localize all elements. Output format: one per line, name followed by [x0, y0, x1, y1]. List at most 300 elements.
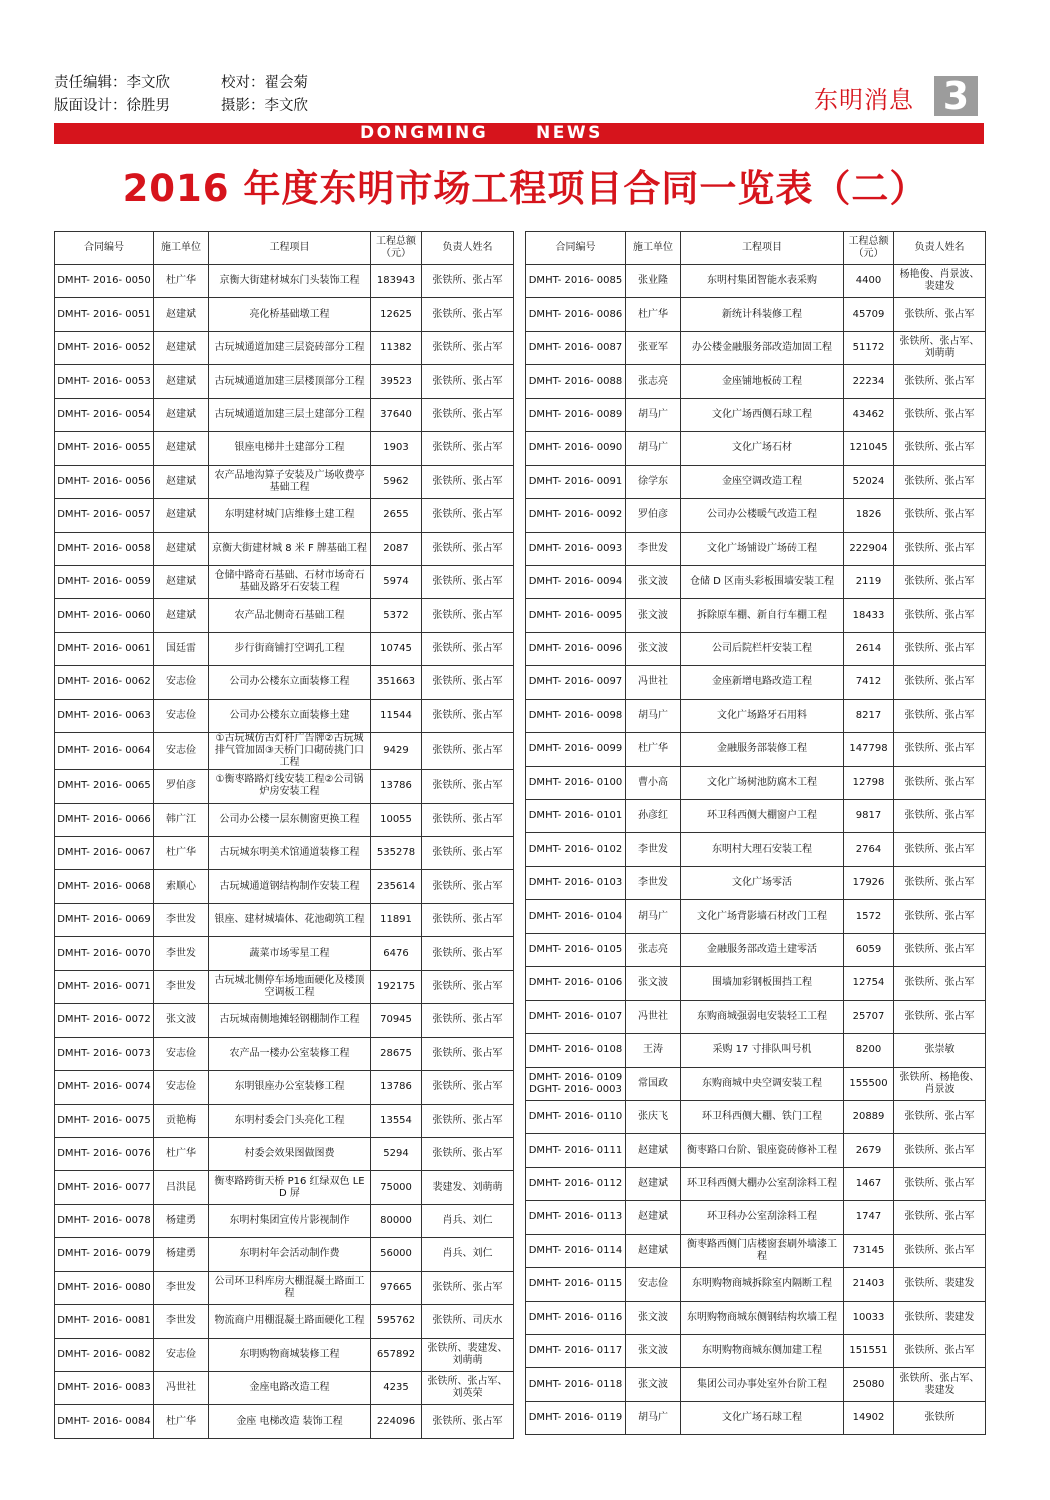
cell-person: 张铁所、张占军: [894, 565, 986, 598]
cell-contractor: 赵建斌: [154, 331, 209, 364]
cell-amount: 17926: [844, 866, 894, 899]
cell-person: 张铁所、张占军: [422, 331, 514, 364]
cell-contract-no: DMHT- 2016- 0092: [526, 499, 626, 532]
cell-contract-no: DMHT- 2016- 0059: [55, 565, 154, 598]
cell-person: 张铁所、张占军: [894, 499, 986, 532]
cell-amount: 2655: [371, 499, 422, 532]
cell-contract-no: DMHT- 2016- 0051: [55, 298, 154, 331]
cell-project: 仓储中路奇石基础、石材市场奇石基础及路牙石安装工程: [209, 565, 371, 598]
cell-person: 张铁所、张占军: [422, 1037, 514, 1070]
cell-amount: 5294: [371, 1137, 422, 1170]
table-row: [55, 666, 514, 699]
cell-person: 张铁所、张占军: [894, 365, 986, 398]
table-row: [526, 1134, 986, 1167]
table-row: [55, 699, 514, 732]
cell-person: 张铁所、张占军: [422, 666, 514, 699]
table-row: [526, 599, 986, 632]
cell-contract-no: DMHT- 2016- 0087: [526, 331, 626, 364]
cell-person: 张铁所、裴建发: [894, 1268, 986, 1301]
cell-project: 东购商城中央空调安装工程: [681, 1067, 844, 1100]
table-row: [55, 1305, 514, 1338]
cell-project: 环卫科西侧大棚窗户工程: [681, 800, 844, 833]
cell-contract-no: DMHT- 2016- 0099: [526, 733, 626, 766]
cell-amount: 9429: [371, 733, 422, 770]
cell-project: 公司办公楼暖气改造工程: [681, 499, 844, 532]
table-row: [55, 1071, 514, 1104]
cell-amount: 11891: [371, 903, 422, 936]
cell-contractor: 杜广华: [154, 1405, 209, 1438]
cell-contract-no: DMHT- 2016- 0053: [55, 365, 154, 398]
cell-amount: 18433: [844, 599, 894, 632]
cell-contract-no: DMHT- 2016- 0091: [526, 465, 626, 498]
cell-project: 文化广场背影墙石材改门工程: [681, 900, 844, 933]
cell-contract-no: DMHT- 2016- 0115: [526, 1268, 626, 1301]
cell-amount: 224096: [371, 1405, 422, 1438]
cell-amount: 155500: [844, 1067, 894, 1100]
cell-contractor: 杜广华: [154, 1137, 209, 1170]
cell-contract-no: DMHT- 2016- 0094: [526, 565, 626, 598]
table-row: [526, 331, 986, 364]
cell-project: 农产品北侧奇石基础工程: [209, 599, 371, 632]
cell-project: 东明村集团宣传片影视制作: [209, 1204, 371, 1237]
cell-project: 金座铺地板砖工程: [681, 365, 844, 398]
cell-contractor: 安志俭: [154, 733, 209, 770]
cell-project: 东明村委会门头亮化工程: [209, 1104, 371, 1137]
table-row: [55, 365, 514, 398]
cell-person: 张铁所、张占军: [894, 298, 986, 331]
table-row: [526, 1401, 986, 1434]
cell-project: 环卫科西侧大棚、铁门工程: [681, 1100, 844, 1133]
cell-project: 古玩城通道加建三层瓷砖部分工程: [209, 331, 371, 364]
cell-contract-no: DMHT- 2016- 0066: [55, 803, 154, 836]
table-row: [55, 599, 514, 632]
cell-amount: 51172: [844, 331, 894, 364]
table-row: [526, 1100, 986, 1133]
cell-amount: 7412: [844, 666, 894, 699]
cell-person: 肖兵、刘仁: [422, 1204, 514, 1237]
cell-project: 京衡大街建材城东门头装饰工程: [209, 265, 371, 298]
cell-contractor: 赵建斌: [626, 1201, 681, 1234]
cell-contractor: 赵建斌: [154, 565, 209, 598]
cell-contract-no: DMHT- 2016- 0057: [55, 499, 154, 532]
cell-person: 张铁所、张占军: [894, 465, 986, 498]
cell-project: 金座新增电路改造工程: [681, 666, 844, 699]
cell-person: 杨艳俊、肖景波、裴建发: [894, 265, 986, 298]
cell-amount: 39523: [371, 365, 422, 398]
cell-contractor: 杜广华: [154, 265, 209, 298]
table-row: [526, 866, 986, 899]
cell-contractor: 赵建斌: [154, 365, 209, 398]
cell-contract-no: DMHT- 2016- 0116: [526, 1301, 626, 1334]
cell-project: 环卫科办公室刮涂料工程: [681, 1201, 844, 1234]
cell-amount: 12798: [844, 766, 894, 799]
cell-amount: 13786: [371, 770, 422, 803]
cell-project: 采购 17 寸排队叫号机: [681, 1034, 844, 1067]
cell-amount: 12754: [844, 967, 894, 1000]
cell-contractor: 张文波: [626, 1335, 681, 1368]
cell-person: 张铁所: [894, 1401, 986, 1434]
cell-project: 银座电梯井土建部分工程: [209, 432, 371, 465]
table-row: [526, 800, 986, 833]
credits: [54, 72, 308, 118]
cell-amount: 21403: [844, 1268, 894, 1301]
cell-person: 张铁所、张占军: [422, 499, 514, 532]
cell-contractor: 安志俭: [154, 1071, 209, 1104]
cell-contract-no: DMHT- 2016- 0111: [526, 1134, 626, 1167]
cell-project: 金融服务部装修工程: [681, 733, 844, 766]
cell-contractor: 胡马广: [626, 432, 681, 465]
cell-contractor: 罗伯彦: [154, 770, 209, 803]
cell-contract-no: DMHT- 2016- 0102: [526, 833, 626, 866]
cell-project: 东明购物商城东侧钢结构坎墙工程: [681, 1301, 844, 1334]
cell-contractor: 国廷雷: [154, 632, 209, 665]
cell-contract-no: DMHT- 2016- 0078: [55, 1204, 154, 1237]
cell-project: 金座电路改造工程: [209, 1372, 371, 1405]
cell-person: 张铁所、张占军: [422, 803, 514, 836]
cell-contractor: 杜广华: [154, 837, 209, 870]
cell-project: 古玩城通道钢结构制作安装工程: [209, 870, 371, 903]
table-row: [526, 1368, 986, 1401]
cell-contract-no: DMHT- 2016- 0100: [526, 766, 626, 799]
col-header-person: 负责人姓名: [422, 232, 514, 265]
cell-amount: 4400: [844, 265, 894, 298]
table-row: [526, 532, 986, 565]
table-row: [55, 733, 514, 770]
cell-project: 古玩城北侧停车场地面硬化及楼顶空调板工程: [209, 970, 371, 1003]
cell-contract-no: DMHT- 2016- 0073: [55, 1037, 154, 1070]
table-row: [526, 766, 986, 799]
cell-contract-no: DMHT- 2016- 0107: [526, 1000, 626, 1033]
cell-contract-no: DMHT- 2016- 0080: [55, 1271, 154, 1304]
cell-contractor: 张亚军: [626, 331, 681, 364]
cell-project: 办公楼金融服务部改造加固工程: [681, 331, 844, 364]
cell-amount: 1826: [844, 499, 894, 532]
cell-amount: 4235: [371, 1372, 422, 1405]
cell-contractor: 赵建斌: [154, 499, 209, 532]
cell-contractor: 孙彦红: [626, 800, 681, 833]
cell-amount: 535278: [371, 837, 422, 870]
cell-amount: 25707: [844, 1000, 894, 1033]
layout-credit: 版面设计：徐胜男: [54, 98, 170, 114]
cell-project: 蔬菜市场零星工程: [209, 937, 371, 970]
cell-amount: 147798: [844, 733, 894, 766]
cell-project: 东明银座办公室装修工程: [209, 1071, 371, 1104]
table-row: [55, 532, 514, 565]
cell-amount: 183943: [371, 265, 422, 298]
cell-contract-no: DMHT- 2016- 0082: [55, 1338, 154, 1371]
cell-person: 张铁所、裴建发: [894, 1301, 986, 1334]
cell-amount: 11382: [371, 331, 422, 364]
cell-contract-no: DMHT- 2016- 0063: [55, 699, 154, 732]
cell-contractor: 韩广江: [154, 803, 209, 836]
cell-contract-no: DMHT- 2016- 0050: [55, 265, 154, 298]
cell-person: 张铁所、张占军: [894, 1234, 986, 1267]
cell-person: 张铁所、张占军: [422, 1405, 514, 1438]
cell-project: 文化广场路牙石用料: [681, 699, 844, 732]
cell-amount: 595762: [371, 1305, 422, 1338]
cell-project: 东明村年会活动制作费: [209, 1238, 371, 1271]
cell-contract-no: DMHT- 2016- 0090: [526, 432, 626, 465]
cell-amount: 43462: [844, 398, 894, 431]
cell-contractor: 曹小高: [626, 766, 681, 799]
cell-amount: 5974: [371, 565, 422, 598]
table-row: [55, 903, 514, 936]
cell-contract-no: DMHT- 2016- 0096: [526, 632, 626, 665]
cell-contractor: 赵建斌: [154, 532, 209, 565]
table-row: [526, 1268, 986, 1301]
col-header-contract-no: 合同编号: [526, 232, 626, 265]
table-row: [55, 632, 514, 665]
cell-contractor: 张文波: [626, 1368, 681, 1401]
cell-contract-no: DMHT- 2016- 0112: [526, 1167, 626, 1200]
cell-amount: 2614: [844, 632, 894, 665]
cell-person: 张铁所、张占军: [894, 1134, 986, 1167]
table-row: [526, 1000, 986, 1033]
cell-person: 张铁所、张占军、刘英荣: [422, 1372, 514, 1405]
cell-amount: 8200: [844, 1034, 894, 1067]
cell-project: 衡枣路西侧门店楼窗套刷外墙漆工程: [681, 1234, 844, 1267]
cell-contract-no: DMHT- 2016- 0069: [55, 903, 154, 936]
cell-project: 文化广场西侧石球工程: [681, 398, 844, 431]
cell-contract-no: DMHT- 2016- 0062: [55, 666, 154, 699]
cell-person: 张铁所、张占军: [422, 398, 514, 431]
col-header-project: 工程项目: [681, 232, 844, 265]
cell-project: 金融服务部改造土建零活: [681, 933, 844, 966]
band-word-news: NEWS: [536, 123, 603, 143]
cell-project: 东明村集团智能水表采购: [681, 265, 844, 298]
cell-person: 张铁所、张占军: [422, 565, 514, 598]
table-row: [55, 265, 514, 298]
cell-project: 东明村大理石安装工程: [681, 833, 844, 866]
cell-contractor: 杜广华: [626, 733, 681, 766]
cell-contractor: 张文波: [626, 632, 681, 665]
cell-amount: 73145: [844, 1234, 894, 1267]
table-row: [55, 1372, 514, 1405]
table-row: [55, 970, 514, 1003]
cell-amount: 1572: [844, 900, 894, 933]
cell-person: 张铁所、张占军: [422, 599, 514, 632]
cell-contract-no: DMHT- 2016- 0097: [526, 666, 626, 699]
cell-person: 张铁所、裴建发、刘萌萌: [422, 1338, 514, 1371]
cell-amount: 13554: [371, 1104, 422, 1137]
cell-contractor: 冯世社: [154, 1372, 209, 1405]
cell-contractor: 张文波: [626, 967, 681, 1000]
cell-person: 张铁所、张占军、裴建发: [894, 1368, 986, 1401]
cell-contract-no: DMHT- 2016- 0118: [526, 1368, 626, 1401]
cell-contractor: 杜广华: [626, 298, 681, 331]
cell-contractor: 胡马广: [626, 900, 681, 933]
cell-contractor: 张文波: [154, 1004, 209, 1037]
cell-contractor: 胡马广: [626, 1401, 681, 1434]
cell-person: 张铁所、张占军: [422, 770, 514, 803]
cell-amount: 2764: [844, 833, 894, 866]
table-row: [55, 1238, 514, 1271]
table-row: [55, 1405, 514, 1438]
cell-amount: 45709: [844, 298, 894, 331]
cell-contract-no: DMHT- 2016- 0067: [55, 837, 154, 870]
table-row: [526, 1335, 986, 1368]
table-row: [526, 1201, 986, 1234]
table-row: [526, 465, 986, 498]
cell-contract-no: DMHT- 2016- 0071: [55, 970, 154, 1003]
col-header-amount: 工程总额（元）: [844, 232, 894, 265]
table-row: [55, 565, 514, 598]
cell-contract-no: DMHT- 2016- 0055: [55, 432, 154, 465]
cell-person: 张铁所、张占军: [894, 833, 986, 866]
cell-amount: 52024: [844, 465, 894, 498]
cell-amount: 25080: [844, 1368, 894, 1401]
cell-contract-no: DMHT- 2016- 0076: [55, 1137, 154, 1170]
table-row: [55, 1171, 514, 1204]
cell-contractor: 赵建斌: [626, 1167, 681, 1200]
cell-project: 文化广场零活: [681, 866, 844, 899]
table-row: [526, 499, 986, 532]
cell-person: 张铁所、张占军: [422, 265, 514, 298]
cell-amount: 5962: [371, 465, 422, 498]
cell-person: 肖兵、刘仁: [422, 1238, 514, 1271]
cell-project: 村委会效果图做图费: [209, 1137, 371, 1170]
cell-person: 张铁所、张占军: [422, 1071, 514, 1104]
cell-contract-no: DMHT- 2016- 0070: [55, 937, 154, 970]
cell-contract-no: DMHT- 2016- 0106: [526, 967, 626, 1000]
cell-contract-no: DMHT- 2016- 0098: [526, 699, 626, 732]
cell-amount: 37640: [371, 398, 422, 431]
cell-project: 集团公司办事处室外台阶工程: [681, 1368, 844, 1401]
cell-person: 张铁所、张占军: [422, 1137, 514, 1170]
cell-amount: 6476: [371, 937, 422, 970]
cell-contract-no: DMHT- 2016- 0072: [55, 1004, 154, 1037]
cell-contract-no: DMHT- 2016- 0068: [55, 870, 154, 903]
cell-amount: 5372: [371, 599, 422, 632]
col-header-contract-no: 合同编号: [55, 232, 154, 265]
page-number: 3: [934, 76, 978, 116]
cell-contract-no: DMHT- 2016- 0105: [526, 933, 626, 966]
cell-person: 张铁所、张占军: [894, 398, 986, 431]
cell-amount: 56000: [371, 1238, 422, 1271]
cell-amount: 80000: [371, 1204, 422, 1237]
cell-amount: 2087: [371, 532, 422, 565]
cell-contractor: 杨建勇: [154, 1204, 209, 1237]
cell-amount: 6059: [844, 933, 894, 966]
col-header-amount: 工程总额（元）: [371, 232, 422, 265]
cell-contractor: 张庆飞: [626, 1100, 681, 1133]
contracts-table-right: [525, 231, 986, 1435]
table-row: [55, 465, 514, 498]
cell-project: 公司办公楼一层东侧窗更换工程: [209, 803, 371, 836]
cell-contract-no: DMHT- 2016- 0108: [526, 1034, 626, 1067]
cell-contractor: 安志俭: [154, 666, 209, 699]
cell-person: 张铁所、张占军: [894, 432, 986, 465]
cell-person: 张铁所、张占军: [894, 666, 986, 699]
cell-project: 公司后院栏杆安装工程: [681, 632, 844, 665]
cell-contractor: 索顺心: [154, 870, 209, 903]
cell-contractor: 李世发: [626, 833, 681, 866]
cell-contract-no: DMHT- 2016- 0110: [526, 1100, 626, 1133]
cell-contract-no: DMHT- 2016- 0088: [526, 365, 626, 398]
table-row: [526, 699, 986, 732]
cell-person: 张铁所、张占军: [894, 900, 986, 933]
table-row: [526, 398, 986, 431]
proofreader-credit: 校对：翟会菊: [221, 75, 308, 91]
cell-project: 东明购物商城装修工程: [209, 1338, 371, 1371]
band-word-dongming: DONGMING: [360, 123, 489, 143]
cell-project: 东明建材城门店维修土建工程: [209, 499, 371, 532]
cell-person: 张铁所、张占军: [894, 1335, 986, 1368]
cell-project: 物流商户用棚混凝土路面硬化工程: [209, 1305, 371, 1338]
table-row: [55, 1004, 514, 1037]
cell-person: 张铁所、张占军: [422, 903, 514, 936]
cell-contract-no: DMHT- 2016- 0117: [526, 1335, 626, 1368]
cell-contractor: 常国政: [626, 1067, 681, 1100]
cell-person: 张铁所、张占军: [422, 699, 514, 732]
cell-project: 东明购物商城东侧加建工程: [681, 1335, 844, 1368]
cell-person: 张铁所、张占军: [894, 933, 986, 966]
cell-person: 张铁所、张占军: [422, 465, 514, 498]
cell-contract-no: DMHT- 2016- 0113: [526, 1201, 626, 1234]
cell-amount: 75000: [371, 1171, 422, 1204]
cell-amount: 12625: [371, 298, 422, 331]
table-header-row: [526, 232, 986, 265]
cell-contract-no: DMHT- 2016- 0104: [526, 900, 626, 933]
cell-contractor: 李世发: [154, 937, 209, 970]
cell-amount: 97665: [371, 1271, 422, 1304]
cell-amount: 70945: [371, 1004, 422, 1037]
col-header-contractor: 施工单位: [626, 232, 681, 265]
cell-amount: 235614: [371, 870, 422, 903]
cell-contract-no: DMHT- 2016- 0054: [55, 398, 154, 431]
page-title: 2016 年度东明市场工程项目合同一览表（二）: [122, 167, 928, 210]
cell-contractor: 罗伯彦: [626, 499, 681, 532]
cell-contract-no: DMHT- 2016- 0089: [526, 398, 626, 431]
masthead-band: [54, 123, 984, 144]
cell-person: 张铁所、张占军: [894, 699, 986, 732]
cell-contract-no: DMHT- 2016- 0061: [55, 632, 154, 665]
table-row: [526, 565, 986, 598]
cell-contractor: 徐学东: [626, 465, 681, 498]
cell-contractor: 李世发: [626, 866, 681, 899]
cell-contractor: 安志俭: [154, 1338, 209, 1371]
table-row: [55, 1104, 514, 1137]
cell-contract-no: DMHT- 2016- 0093: [526, 532, 626, 565]
cell-contractor: 李世发: [626, 532, 681, 565]
cell-contractor: 赵建斌: [626, 1134, 681, 1167]
cell-person: 张铁所、张占军: [894, 599, 986, 632]
cell-contractor: 冯世社: [626, 1000, 681, 1033]
table-row: [55, 499, 514, 532]
cell-person: 张铁所、张占军: [894, 1100, 986, 1133]
cell-contract-no: DMHT- 2016- 0064: [55, 733, 154, 770]
cell-amount: 151551: [844, 1335, 894, 1368]
cell-amount: 351663: [371, 666, 422, 699]
cell-person: 张铁所、张占军: [894, 866, 986, 899]
table-row: [526, 1067, 986, 1100]
cell-amount: 10745: [371, 632, 422, 665]
cell-contract-no: DMHT- 2016- 0052: [55, 331, 154, 364]
cell-contract-no: DMHT- 2016- 0086: [526, 298, 626, 331]
cell-person: 张铁所、张占军: [894, 800, 986, 833]
cell-person: 张铁所、张占军: [894, 766, 986, 799]
cell-contractor: 安志俭: [626, 1268, 681, 1301]
cell-contract-no: DMHT- 2016- 0101: [526, 800, 626, 833]
table-row: [55, 331, 514, 364]
cell-contract-no: DMHT- 2016- 0095: [526, 599, 626, 632]
cell-amount: 8217: [844, 699, 894, 732]
cell-amount: 192175: [371, 970, 422, 1003]
cell-person: 张铁所、张占军: [422, 365, 514, 398]
cell-person: 张铁所、张占军: [422, 1004, 514, 1037]
cell-contract-no: DMHT- 2016- 0103: [526, 866, 626, 899]
table-row: [55, 1338, 514, 1371]
